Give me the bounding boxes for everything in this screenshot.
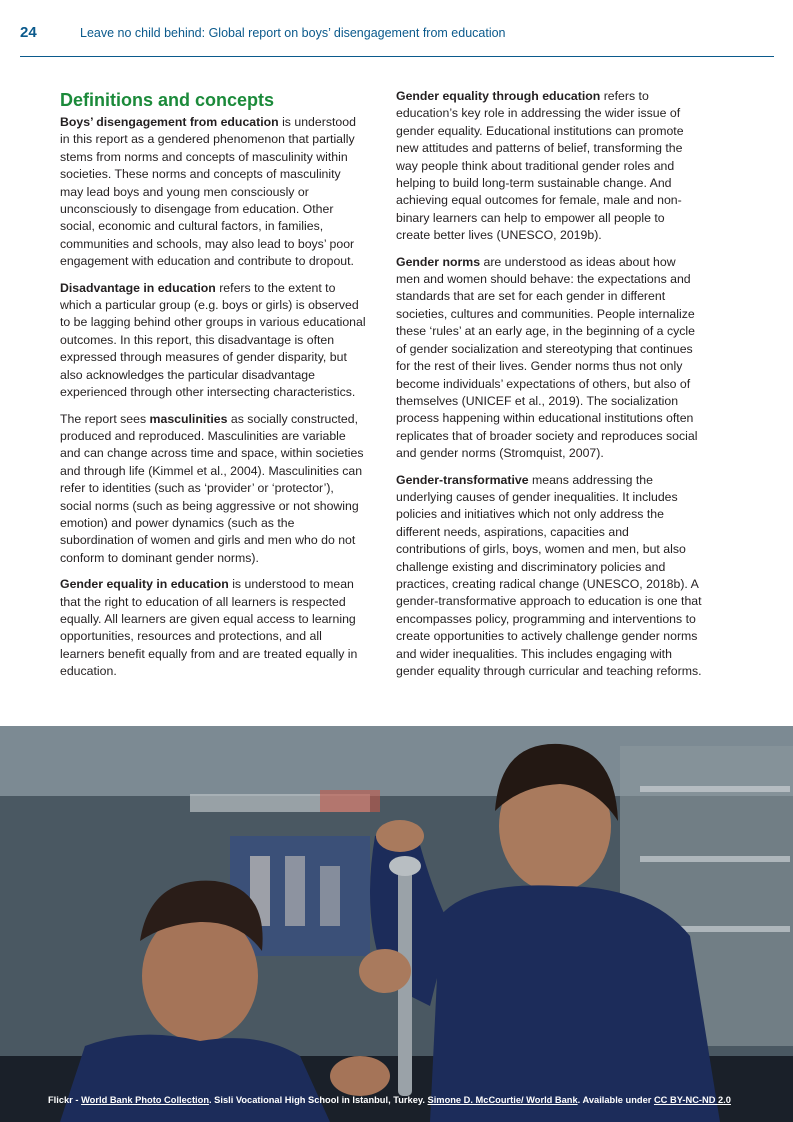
definition-disadvantage (60, 280, 366, 402)
running-title: Leave no child behind: Global report on boys’ disengagement from education (80, 26, 506, 40)
term: Gender norms (396, 254, 481, 269)
definition-text: means addressing the underlying causes of gender inequalities. It includes policies and initiatives which not only address the different needs, aspirations, capacities and contributions of girls, boys, women and men, but also challenge existing and discriminatory policies and practices, creating radical change (UNESCO, 2018b). A gender-transformative approach to education is one that encompasses policy, programming and interventions to create opportunities to actively challenge gender norms and wider inequalities. This includes engaging with gender equality through curricular and teaching reforms. (396, 472, 702, 678)
section-title: Definitions and concepts (60, 90, 275, 110)
definition-masculinities (60, 411, 366, 568)
caption-link-photographer[interactable]: Simone D. McCourtie/ World Bank (427, 1095, 578, 1105)
right-column (396, 88, 702, 689)
definition-text: as socially constructed, produced and reproduced. Masculinities are variable and can change across time and space, within societies and through life (Kimmel et al., 2004). Masculinities can refer to identities (such as ‘provider’ or ‘protector’), social norms (such as being aggressive or not showing emotion) and power dynamics (such as the subordination of women and girls and men who do not conform to dominant gender norms). (60, 411, 364, 565)
caption-prefix: Flickr - (48, 1095, 82, 1105)
definition-gender-equality-through-education (396, 88, 702, 245)
definition-text: is understood to mean that the right to education of all learners is respected equally. All learners are given equal access to learning opportunities, resources and protections, and all learners benefit equally from and are treated equally in education. (60, 577, 358, 679)
caption-link-photo-collection[interactable]: World Bank Photo Collection (81, 1095, 209, 1105)
definition-text: are understood as ideas about how men and women should behave: the expectations and standards that are set for each gender in different societies, cultures and communities. People internalize these ‘rules’ at an early age, in the beginning of a cycle of gender socialization and stereotyping that continues for the rest of their lives. Gender norms thus not only become individuals’ expectations of others, but also of themselves (UNICEF et al., 2019). The socialization process happening within educational institutions often replicates that of broader society and reproduces social and gender norms (Stromquist, 2007). (396, 254, 698, 461)
term: Gender equality in education (60, 577, 229, 592)
term: Disadvantage in education (60, 280, 216, 295)
definition-text: refers to education’s key role in addressing the wider issue of gender equality. Educational institutions can promote new attitudes and patterns of belief, transforming the way people think about traditional gender roles and helping to build long-term sustainable change. And achieving equal outcomes for female, male and non-binary learners can help to empower all people to create better lives (UNESCO, 2019b). (396, 89, 684, 243)
caption-license-lead: . Available under (577, 1095, 654, 1105)
term: Boys’ disengagement from education (60, 115, 279, 129)
left-column (60, 88, 366, 690)
term: Gender-transformative (396, 472, 529, 487)
term: masculinities (149, 411, 228, 426)
definition-boys-disengagement (60, 114, 366, 271)
workshop-photo (0, 726, 793, 1122)
definition-gender-equality-in-education (60, 576, 366, 680)
caption-location: . Sisli Vocational High School in Istanbul, Turkey. (209, 1095, 428, 1105)
term: Gender equality through education (396, 89, 601, 103)
photo-caption (48, 1095, 768, 1105)
definition-text: refers to the extent to which a particular group (e.g. boys or girls) is observed to be lagging behind other groups in various educational outcomes. In this report, this disadvantage is often expressed through measures of gender disparity, but also acknowledges the particular disadvantage experienced through other intersecting characteristics. (60, 280, 366, 400)
definition-text: is understood in this report as a gendered phenomenon that partially stems from norms and concepts of masculinity within societies. These norms and concepts of masculinity may lead boys and young men consciously or unconsciously to disengage from education. Other social, economic and cultural factors, in families, communities and schools, may also lead to boys’ poor engagement with education and contribute to dropout. (60, 115, 356, 269)
header-rule (20, 56, 774, 57)
page-number: 24 (20, 24, 37, 41)
page-header (0, 0, 793, 58)
definition-gender-transformative (396, 472, 702, 681)
definition-gender-norms (396, 254, 702, 463)
definition-lead: The report sees (60, 411, 150, 426)
caption-link-license[interactable]: CC BY-NC-ND 2.0 (653, 1095, 731, 1105)
photo-illustration (0, 726, 793, 1122)
